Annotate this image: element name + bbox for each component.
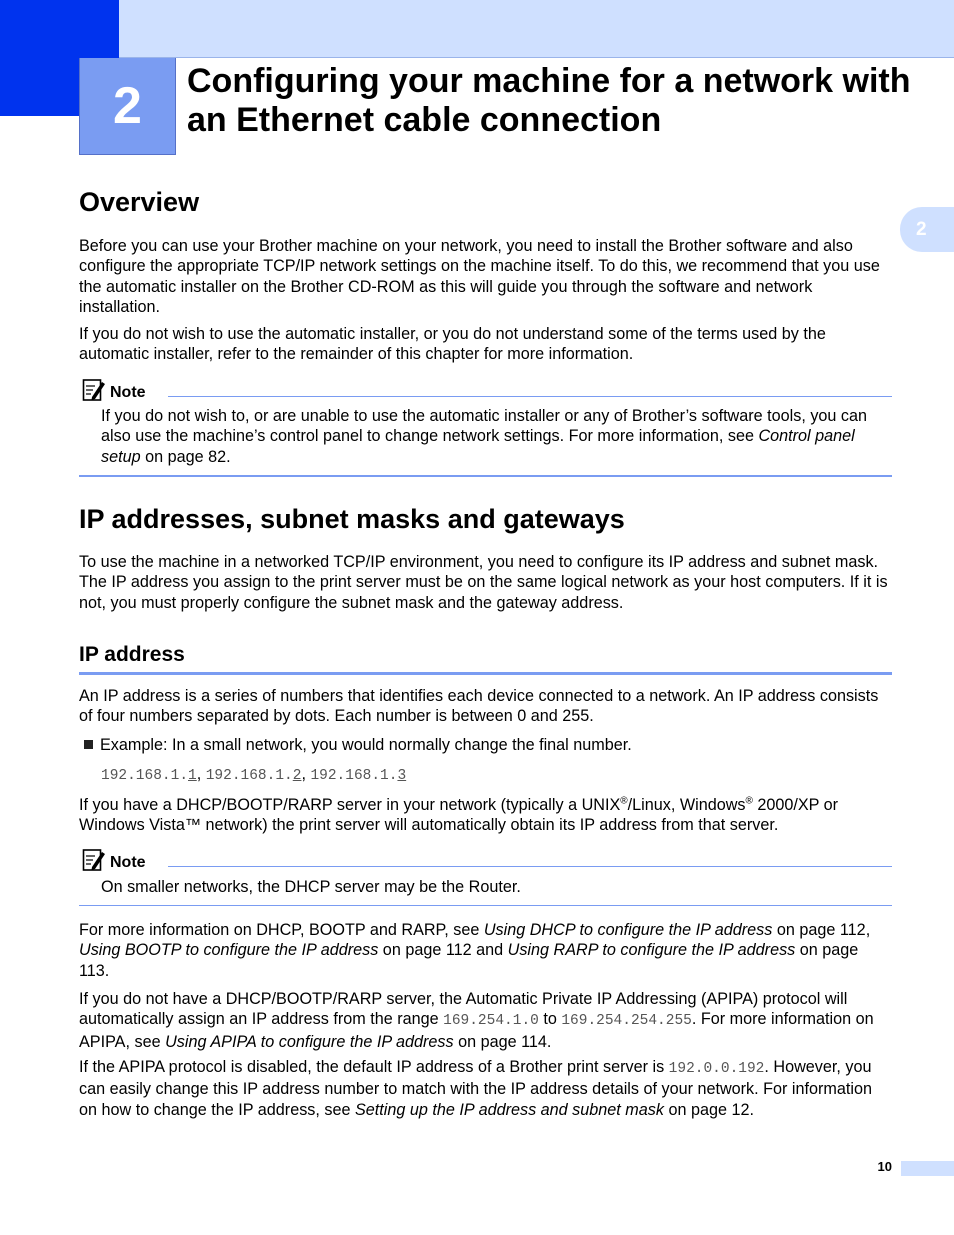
footer-bar bbox=[901, 1161, 954, 1176]
chapter-number: 2 bbox=[113, 77, 142, 135]
note-label: Note bbox=[110, 384, 146, 401]
default-ip-paragraph: If the APIPA protocol is disabled, the default IP address of a Brother print server is 192.0.0.192. However, you can easily change this IP address number to match with the IP address details of your network. For information on how to change the IP address, see Setting up the IP address and subnet mask on page 12. bbox=[79, 1058, 872, 1119]
link-using-dhcp[interactable]: Using DHCP to configure the IP address bbox=[483, 921, 773, 939]
note-header bbox=[82, 376, 146, 402]
note-pencil-icon bbox=[82, 378, 106, 402]
chapter-title: Configuring your machine for a network with an Ethernet cable connection bbox=[187, 62, 911, 139]
ip-section-heading: IP addresses, subnet masks and gateways bbox=[79, 504, 625, 534]
note-divider-2 bbox=[168, 866, 892, 867]
note-text: If you do not wish to, or are unable to use the automatic installer or any of Brother’s software tools, you can also use the machine’s control panel to change network settings. For more information, see Control panel setup on page 82. bbox=[101, 407, 868, 466]
chapter-number-box bbox=[79, 58, 176, 155]
note-pencil-icon bbox=[82, 848, 106, 872]
note-label-2: Note bbox=[110, 854, 146, 871]
example-bullet-text: Example: In a small network, you would normally change the final number. bbox=[100, 736, 632, 754]
page-number: 10 bbox=[877, 1159, 892, 1174]
apipa-paragraph: If you do not have a DHCP/BOOTP/RARP server, the Automatic Private IP Addressing (APIPA) protocol will automatically assign an IP address from the range 169.254.1.0 to 169.254.254.255. For more information on APIPA, see Using APIPA to configure the IP address on page 114. bbox=[79, 990, 874, 1051]
dhcp-paragraph: If you have a DHCP/BOOTP/RARP server in your network (typically a UNIX®/Linux, Windows® 2000/XP or Windows Vista™ network) the print server will automatically obtain its IP address from that server. bbox=[79, 795, 839, 835]
overview-paragraph-2: If you do not wish to use the automatic installer, or you do not understand some of the terms used by the automatic installer, refer to the remainder of this chapter for more information. bbox=[79, 325, 826, 364]
bullet-square-icon bbox=[84, 740, 93, 749]
note-end-rule bbox=[79, 475, 892, 477]
link-using-bootp[interactable]: Using BOOTP to configure the IP address bbox=[79, 941, 379, 960]
ip-address-paragraph: An IP address is a series of numbers that identifies each device connected to a network. An IP address consists of four numbers separated by dots. Each number is between 0 and 255. bbox=[79, 687, 879, 726]
overview-paragraph-1: Before you can use your Brother machine on your network, you need to install the Brother software and also configure the appropriate TCP/IP network settings on the machine itself. To do this, we recommend that you use the automatic installer on the Brother CD-ROM as this will guide you through the software and network installation. bbox=[79, 237, 880, 316]
header-band bbox=[0, 0, 954, 58]
example-ip-list: 192.168.1.1, 192.168.1.2, 192.168.1.3 bbox=[101, 765, 407, 784]
side-chapter-tab[interactable] bbox=[900, 207, 954, 252]
ip-address-heading: IP address bbox=[79, 643, 185, 666]
more-info-paragraph: For more information on DHCP, BOOTP and RARP, see Using DHCP to configure the IP address on page 112, Using BOOTP to configure the IP address on page 112 and Using RARP to configure the IP address on page 113. bbox=[79, 921, 871, 980]
overview-heading: Overview bbox=[79, 187, 200, 217]
side-tab-label: 2 bbox=[916, 218, 927, 240]
note-header-2 bbox=[82, 846, 146, 872]
note-text-2: On smaller networks, the DHCP server may be the Router. bbox=[101, 878, 521, 896]
example-bullet bbox=[84, 735, 632, 755]
link-control-panel-setup[interactable]: Control panel setup bbox=[101, 427, 855, 466]
link-using-apipa[interactable]: Using APIPA to configure the IP address bbox=[165, 1032, 454, 1051]
ip-address-rule bbox=[79, 672, 892, 675]
note-divider bbox=[168, 396, 892, 397]
note-end-rule-2 bbox=[79, 905, 892, 906]
link-using-rarp[interactable]: Using RARP to configure the IP address bbox=[507, 941, 796, 960]
link-setting-up-ip[interactable]: Setting up the IP address and subnet mask bbox=[354, 1100, 664, 1119]
ip-section-paragraph: To use the machine in a networked TCP/IP environment, you need to configure its IP address and subnet mask. The IP address you assign to the print server must be on the same logical network as your host computers. If it is not, you must properly configure the subnet mask and the gateway address. bbox=[79, 553, 888, 612]
